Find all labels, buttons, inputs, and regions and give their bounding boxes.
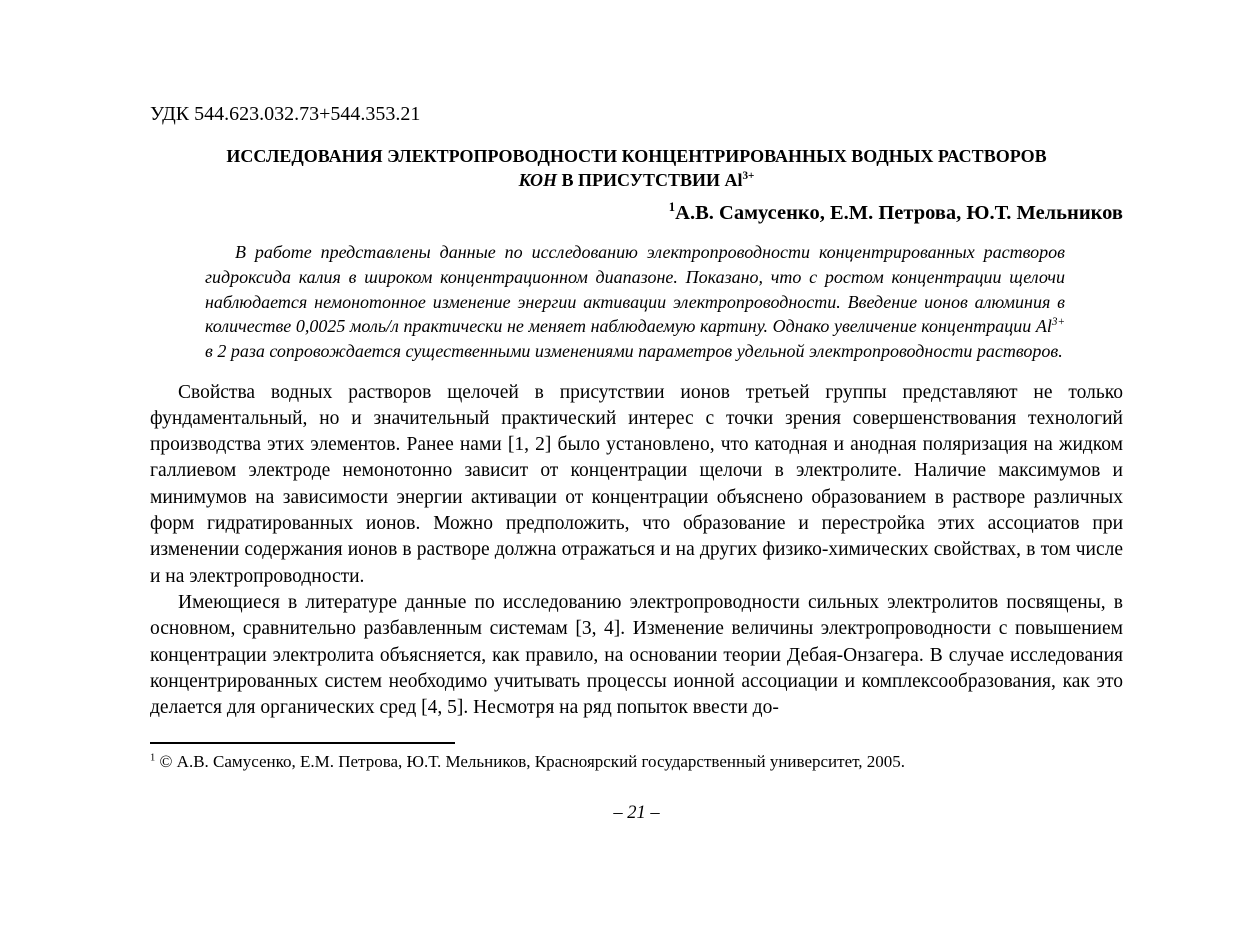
body-paragraph-2: Имеющиеся в литературе данные по исследованию электропроводности сильных электролитов посвящены, в основном, сравнительно разбавленным системам [3, 4]. Изменение величины электропроводности с повышением концентрации электролита объясняется, как правило, на основании теории Дебая-Онзагера. В случае исследования концентрированных систем необходимо учитывать процессы ионной ассоциации и комплексообразования, как это делается для органических сред [4, 5]. Несмотря на ряд попыток ввести до- bbox=[150, 592, 1123, 719]
udc-code: УДК 544.623.032.73+544.353.21 bbox=[150, 103, 421, 125]
abstract-text-1: В работе представлены данные по исследованию электропроводности концентрированных растворов гидроксида калия в широком концентрационном диапазоне. Показано, что с ростом концентрации щелочи наблюдается немонотонное изменение энергии активации электропроводности. Введение ионов алюминия в количестве 0,0025 моль/л практически не меняет наблюдаемую картину. Однако увеличение концентрации Al bbox=[205, 242, 1065, 337]
authors-line bbox=[150, 201, 1123, 227]
page-number: – 21 – bbox=[613, 802, 660, 823]
title-line-2: В ПРИСУТСТВИИ Al bbox=[556, 170, 743, 191]
title-line-1: ИССЛЕДОВАНИЯ ЭЛЕКТРОПРОВОДНОСТИ КОНЦЕНТРИРОВАННЫХ ВОДНЫХ РАСТВОРОВ bbox=[226, 146, 1047, 166]
authors-footnote-marker: 1 bbox=[668, 199, 676, 214]
page-content bbox=[150, 102, 1123, 824]
title-superscript: 3+ bbox=[742, 170, 755, 183]
footnote-separator bbox=[150, 742, 455, 744]
body-paragraph-1: Свойства водных растворов щелочей в присутствии ионов третьей группы представляют не только фундаментальный, но и значительный практический интерес с точки зрения совершенствования технологий производства этих элементов. Ранее нами [1, 2] было установлено, что катодная и анодная поляризация на жидком галлиевом электроде немонотонно зависит от концентрации щелочи в электролите. Наличие максимумов и минимумов на зависимости энергии активации от концентрации объяснено образованием в растворе различных форм гидратированных ионов. Можно предположить, что образование и перестройка этих ассоциатов при изменении содержания ионов в растворе должна отражаться и на других физико-химических свойствах, в том числе и на электропроводности. bbox=[150, 381, 1123, 587]
title-formula-kon: КОН bbox=[518, 170, 557, 191]
authors-names: А.В. Самусенко, Е.М. Петрова, Ю.Т. Мельников bbox=[675, 201, 1123, 224]
footnote-marker: 1 bbox=[150, 751, 156, 763]
al-superscript: 3+ bbox=[1051, 316, 1065, 329]
abstract bbox=[205, 240, 1065, 363]
paper-title bbox=[150, 144, 1123, 193]
footnote bbox=[150, 751, 1123, 773]
footnote-text: © А.В. Самусенко, Е.М. Петрова, Ю.Т. Мельников, Красноярский государственный университет, 2005. bbox=[155, 751, 906, 771]
abstract-text-2: в 2 раза сопровождается существенными изменениями параметров удельной электропроводности растворов. bbox=[205, 340, 1063, 361]
